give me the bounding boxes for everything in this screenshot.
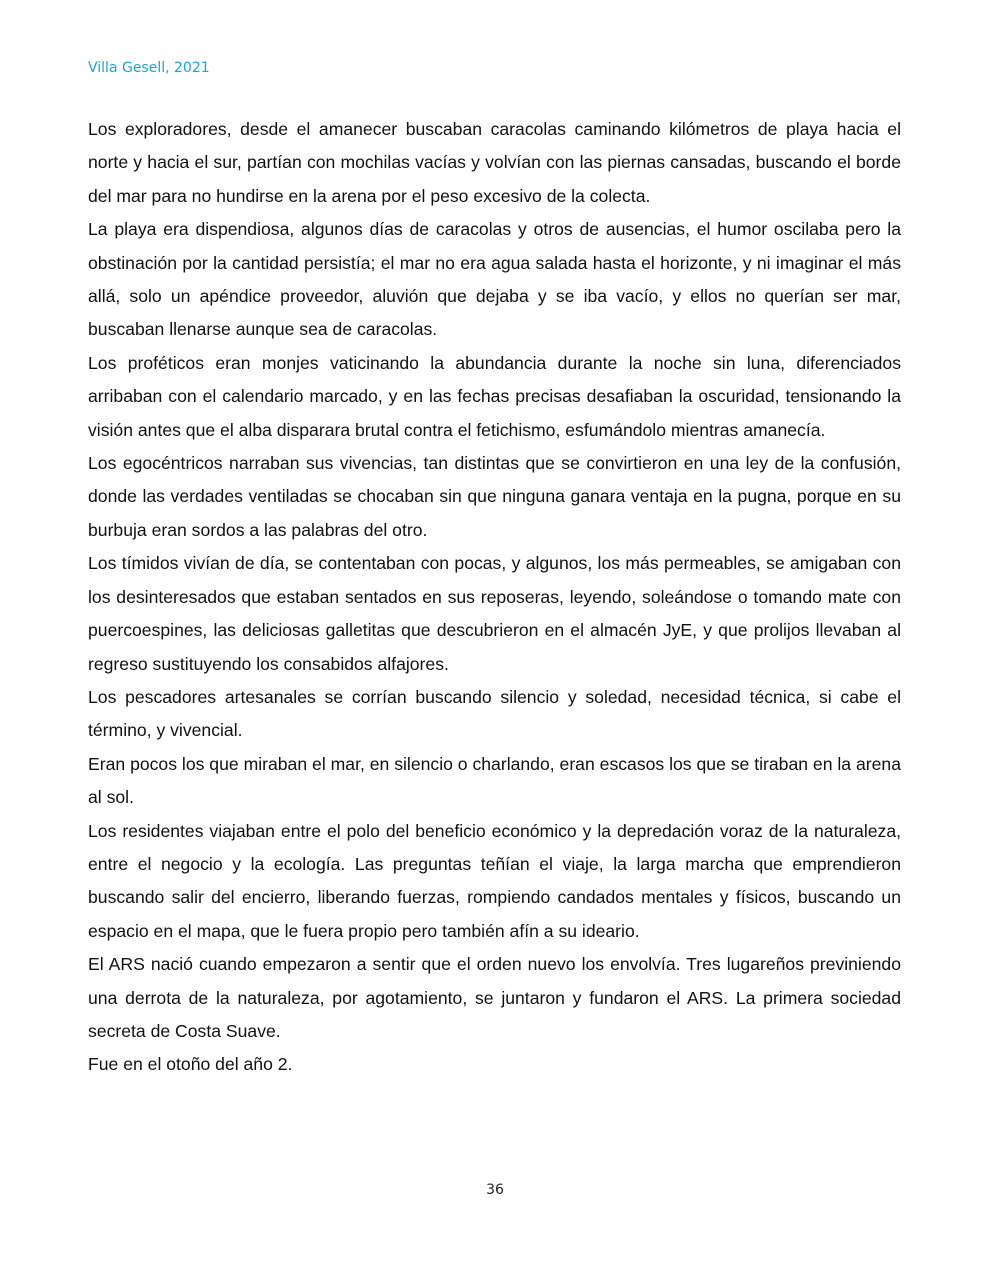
paragraph-pescadores: Los pescadores artesanales se corrían buscando silencio y soledad, necesidad técnica, si cabe el término, y vivencial.: [88, 686, 901, 741]
paragraph-timidos: Los tímidos vivían de día, se contentaban con pocas, y algunos, los más permeables, se amigaban con los desinteresados que estaban sentados en sus reposeras, leyendo, soleándose o tomando mate con puercoespines, las deliciosas galletitas que descubrieron en el almacén JyE, y que prolijos llevaban al regreso sustituyendo los consabidos alfajores.: [88, 553, 901, 674]
paragraph-profeticos: Los proféticos eran monjes vaticinando la abundancia durante la noche sin luna, diferenciados arribaban con el calendario marcado, y en las fechas precisas desafiaban la oscuridad, tensionando la visión antes que el alba disparara brutal contra el fetichismo, esfumándolo mientras amanecía.: [88, 352, 901, 440]
paragraph-exploradores: Los exploradores, desde el amanecer buscaban caracolas caminando kilómetros de playa hacia el norte y hacia el sur, partían con mochilas vacías y volvían con las piernas cansadas, buscando el borde del mar para no hundirse en la arena por el peso excesivo de la colecta.: [88, 119, 901, 206]
running-header: Villa Gesell, 2021: [88, 60, 210, 76]
body-text: [88, 113, 901, 1082]
paragraph-pocos: Eran pocos los que miraban el mar, en silencio o charlando, eran escasos los que se tiraban en la arena al sol.: [88, 753, 901, 808]
paragraph-residentes: Los residentes viajaban entre el polo del beneficio económico y la depredación voraz de la naturaleza, entre el negocio y la ecología. Las preguntas teñían el viaje, la larga marcha que emprendieron buscando salir del encierro, liberando fuerzas, rompiendo candados mentales y físicos, buscando un espacio en el mapa, que le fuera propio pero también afín a su ideario.: [88, 820, 901, 941]
paragraph-ars: El ARS nació cuando empezaron a sentir que el orden nuevo los envolvía. Tres lugareños previniendo una derrota de la naturaleza, por agotamiento, se juntaron y fundaron el ARS. La primera sociedad secreta de Costa Suave.: [88, 954, 901, 1041]
page-number: 36: [486, 1182, 504, 1198]
paragraph-egocentricos: Los egocéntricos narraban sus vivencias, tan distintas que se convirtieron en una ley de la confusión, donde las verdades ventiladas se chocaban sin que ninguna ganara ventaja en la pugna, porque en su burbuja eran sordos a las palabras del otro.: [88, 453, 901, 540]
paragraph-otono: Fue en el otoño del año 2.: [88, 1054, 293, 1075]
paragraph-playa: La playa era dispendiosa, algunos días de caracolas y otros de ausencias, el humor oscilaba pero la obstinación por la cantidad persistía; el mar no era agua salada hasta el horizonte, y ni imaginar el más allá, solo un apéndice proveedor, aluvión que dejaba y se iba vacío, y ellos no querían ser mar, buscaban llenarse aunque sea de caracolas.: [88, 219, 901, 340]
